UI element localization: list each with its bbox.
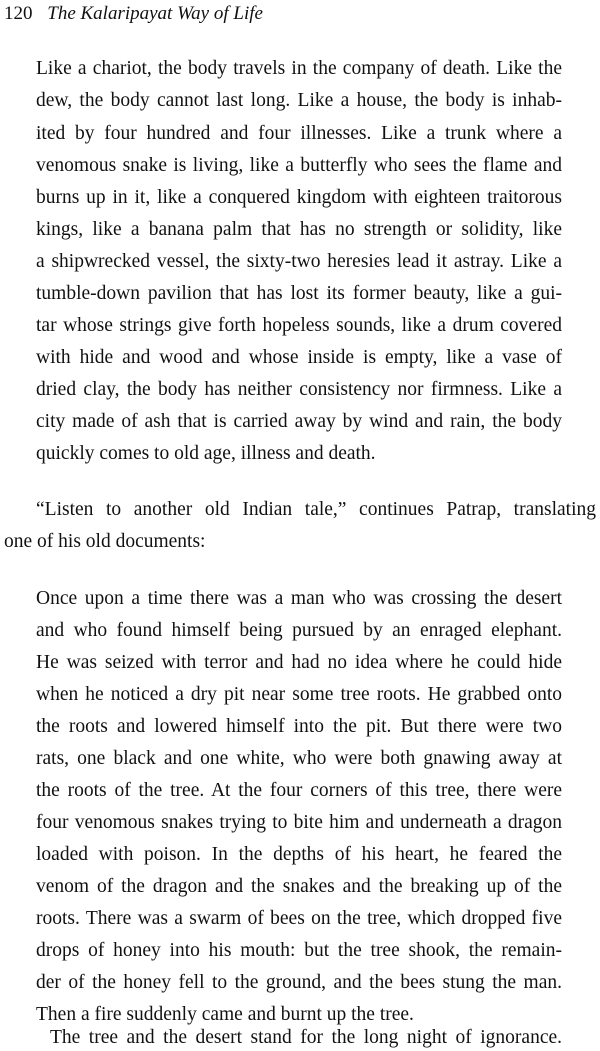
extract-2-line: Once upon a time there was a man who was crossing the desert (36, 588, 562, 609)
extract-2-line: when he noticed a dry pit near some tree roots. He grabbed onto (36, 684, 562, 705)
extract-2-line: Then a fire suddenly came and burnt up the tree. (36, 1004, 414, 1025)
running-head (4, 2, 263, 26)
extract-1-line: Like a chariot, the body travels in the company of death. Like the (36, 58, 562, 79)
extract-1-line: ited by four hundred and four illnesses. Like a trunk where a (36, 123, 562, 144)
extract-1-line: with hide and wood and whose inside is empty, like a vase of (36, 347, 562, 368)
extract-2-line: the roots and lowered himself into the pit. But there were two (36, 716, 562, 737)
extract-1-line: dew, the body cannot last long. Like a house, the body is inhab- (36, 90, 562, 111)
extract-2-line: The tree and the desert stand for the long night of ignorance. (50, 1027, 562, 1048)
extract-1-line: tar whose strings give forth hopeless sounds, like a drum covered (36, 315, 562, 336)
body-line: “Listen to another old Indian tale,” continues Patrap, translating (36, 499, 596, 520)
extract-2-line: venom of the dragon and the snakes and the breaking up of the (36, 876, 562, 897)
extract-1-line: dried clay, the body has neither consistency nor firmness. Like a (36, 379, 562, 400)
extract-1-line: tumble-down pavilion that has lost its former beauty, like a gui- (36, 283, 562, 304)
extract-1-line: venomous snake is living, like a butterfly who sees the flame and (36, 155, 562, 176)
extract-1-line: quickly comes to old age, illness and death. (36, 443, 376, 464)
extract-1-line: city made of ash that is carried away by wind and rain, the body (36, 411, 562, 432)
extract-2-line: loaded with poison. In the depths of his heart, he feared the (36, 844, 562, 865)
extract-2-line: drops of honey into his mouth: but the tree shook, the remain- (36, 940, 562, 961)
extract-2-line: der of the honey fell to the ground, and the bees stung the man. (36, 972, 562, 993)
body-line: one of his old documents: (4, 531, 206, 552)
extract-1-line: a shipwrecked vessel, the sixty-two heresies lead it astray. Like a (36, 251, 562, 272)
extract-1-line: kings, like a banana palm that has no strength or solidity, like (36, 219, 562, 240)
extract-2-line: rats, one black and one white, who were both gnawing away at (36, 748, 562, 769)
extract-2-line: He was seized with terror and had no idea where he could hide (36, 652, 562, 673)
extract-2-line: the roots of the tree. At the four corners of this tree, there were (36, 780, 562, 801)
extract-2-line: four venomous snakes trying to bite him and underneath a dragon (36, 812, 562, 833)
book-title: The Kalaripayat Way of Life (47, 3, 263, 24)
extract-1-line: burns up in it, like a conquered kingdom with eighteen traitorous (36, 187, 562, 208)
extract-2-line: roots. There was a swarm of bees on the tree, which dropped five (36, 908, 562, 929)
page-number: 120 (4, 3, 33, 24)
extract-2-line: and who found himself being pursued by an enraged elephant. (36, 620, 562, 641)
